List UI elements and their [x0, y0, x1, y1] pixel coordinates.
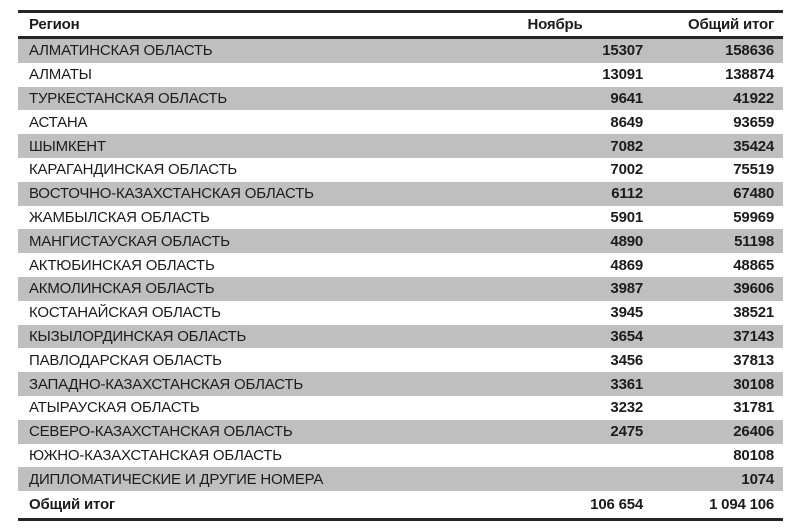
november-value-cell: 3232	[610, 399, 643, 417]
region-name-cell: КАРАГАНДИНСКАЯ ОБЛАСТЬ	[29, 161, 238, 179]
november-value-cell: 7002	[610, 161, 643, 179]
grand-total-value-cell: 1074	[741, 470, 774, 488]
november-value-cell: 3361	[610, 375, 643, 393]
november-value-cell: 2475	[610, 423, 643, 441]
grand-total-value-cell: 51198	[734, 232, 774, 250]
region-name-cell: КОСТАНАЙСКАЯ ОБЛАСТЬ	[29, 304, 221, 322]
table-row	[18, 396, 783, 420]
region-name-cell: МАНГИСТАУСКАЯ ОБЛАСТЬ	[29, 232, 230, 250]
november-value-cell: 3654	[610, 327, 643, 345]
table-row	[18, 182, 783, 206]
november-value-cell: 5901	[610, 208, 643, 226]
table-row	[18, 134, 783, 158]
grand-total-value-cell: 48865	[733, 256, 774, 274]
november-value-cell: 3945	[610, 304, 643, 322]
table-row	[18, 444, 783, 468]
table-row	[18, 277, 783, 301]
grand-total-row	[18, 491, 783, 521]
grand-total-value-cell: 67480	[733, 185, 774, 203]
region-name-cell: АЛМАТЫ	[29, 66, 92, 84]
table-row	[18, 325, 783, 349]
column-header-region: Регион	[29, 16, 80, 33]
grand-total-value-cell: 30108	[733, 375, 774, 393]
grand-total-value-cell: 59969	[733, 208, 774, 226]
table-row	[18, 253, 783, 277]
november-value-cell: 3456	[610, 351, 643, 369]
table-row	[18, 348, 783, 372]
november-value-cell: 7082	[610, 137, 643, 155]
grand-total-value-cell: 80108	[733, 446, 774, 464]
region-name-cell: КЫЗЫЛОРДИНСКАЯ ОБЛАСТЬ	[29, 327, 247, 345]
grand-total-label: Общий итог	[29, 496, 115, 514]
november-value-cell: 13091	[602, 66, 643, 84]
table-row	[18, 63, 783, 87]
grand-total-value-cell: 26406	[733, 423, 774, 441]
table-row	[18, 420, 783, 444]
column-header-november: Ноябрь	[527, 16, 583, 33]
region-name-cell: ЮЖНО-КАЗАХСТАНСКАЯ ОБЛАСТЬ	[29, 446, 282, 464]
region-name-cell: ВОСТОЧНО-КАЗАХСТАНСКАЯ ОБЛАСТЬ	[29, 185, 314, 203]
region-name-cell: ЖАМБЫЛСКАЯ ОБЛАСТЬ	[29, 208, 210, 226]
grand-total-value-cell: 37143	[733, 327, 774, 345]
table-body	[18, 39, 783, 491]
grand-total-value-cell: 31781	[733, 399, 774, 417]
region-name-cell: АКМОЛИНСКАЯ ОБЛАСТЬ	[29, 280, 215, 298]
table-row	[18, 158, 783, 182]
column-header-grand-total: Общий итог	[688, 16, 774, 33]
grand-total-value-cell: 38521	[733, 304, 774, 322]
grand-total-november-value: 106 654	[590, 496, 643, 514]
table-row	[18, 301, 783, 325]
november-value-cell: 3987	[610, 280, 643, 298]
grand-total-value-cell: 37813	[733, 351, 774, 369]
region-name-cell: СЕВЕРО-КАЗАХСТАНСКАЯ ОБЛАСТЬ	[29, 423, 293, 441]
table-row	[18, 206, 783, 230]
november-value-cell: 9641	[610, 89, 643, 107]
region-name-cell: ШЫМКЕНТ	[29, 137, 106, 155]
table-row	[18, 39, 783, 63]
november-value-cell: 4890	[610, 232, 643, 250]
grand-total-value-cell: 93659	[733, 113, 774, 131]
grand-total-value-cell: 158636	[725, 42, 774, 60]
region-name-cell: АТЫРАУСКАЯ ОБЛАСТЬ	[29, 399, 200, 417]
table-row	[18, 87, 783, 111]
grand-total-value-cell: 35424	[733, 137, 774, 155]
table-header-row	[18, 10, 783, 39]
table-row	[18, 229, 783, 253]
grand-total-value-cell: 39606	[733, 280, 774, 298]
grand-total-value-cell: 41922	[733, 89, 774, 107]
pivot-table	[18, 10, 783, 521]
grand-total-value-cell: 138874	[725, 66, 774, 84]
region-name-cell: АКТЮБИНСКАЯ ОБЛАСТЬ	[29, 256, 215, 274]
region-name-cell: АСТАНА	[29, 113, 88, 131]
region-name-cell: ДИПЛОМАТИЧЕСКИЕ И ДРУГИЕ НОМЕРА	[29, 470, 324, 488]
grand-total-value-cell: 75519	[733, 161, 774, 179]
region-name-cell: ЗАПАДНО-КАЗАХСТАНСКАЯ ОБЛАСТЬ	[29, 375, 303, 393]
november-value-cell: 8649	[610, 113, 643, 131]
region-name-cell: ПАВЛОДАРСКАЯ ОБЛАСТЬ	[29, 351, 222, 369]
region-name-cell: ТУРКЕСТАНСКАЯ ОБЛАСТЬ	[29, 89, 228, 107]
november-value-cell: 15307	[602, 42, 643, 60]
region-name-cell: АЛМАТИНСКАЯ ОБЛАСТЬ	[29, 42, 213, 60]
table-row	[18, 372, 783, 396]
table-row	[18, 467, 783, 491]
table-row	[18, 110, 783, 134]
november-value-cell: 6112	[611, 185, 643, 203]
november-value-cell: 4869	[610, 256, 643, 274]
grand-total-total-value: 1 094 106	[709, 496, 774, 514]
